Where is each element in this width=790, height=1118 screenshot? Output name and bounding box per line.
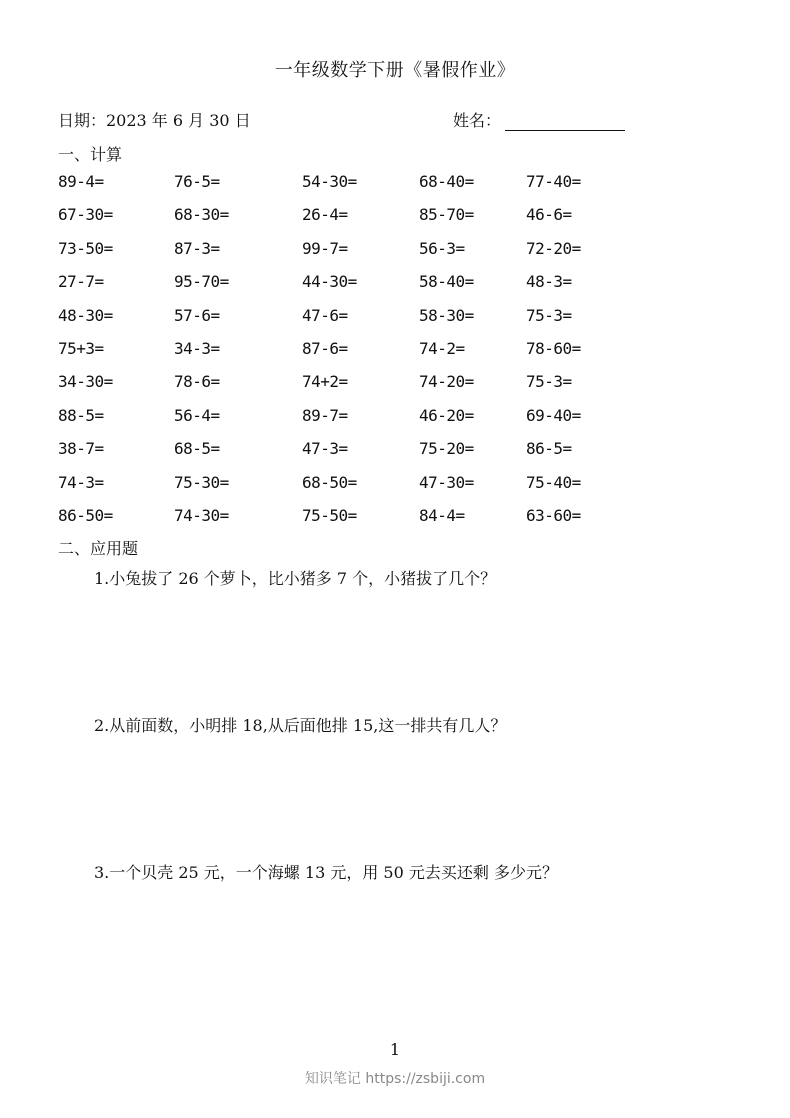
calc-item: 75-3=	[526, 305, 572, 325]
calc-item: 75-40=	[526, 472, 581, 492]
calc-item: 75-50=	[302, 505, 357, 525]
calc-item: 75-20=	[419, 439, 474, 459]
calc-item: 74+2=	[302, 372, 348, 392]
calc-item: 75-30=	[174, 472, 229, 492]
calc-row	[58, 406, 678, 439]
name-blank-line[interactable]	[505, 110, 625, 131]
calc-item: 48-3=	[526, 272, 572, 292]
word-problem-1: 1.小兔拔了 26 个萝卜，比小猪多 7 个，小猪拔了几个？	[94, 569, 497, 588]
calc-row	[58, 339, 678, 372]
calc-item: 47-6=	[302, 305, 348, 325]
calc-row	[58, 306, 678, 339]
date-label: 日期：2023 年 6 月 30 日	[58, 111, 251, 130]
calc-item: 85-70=	[419, 205, 474, 225]
calc-item: 34-3=	[174, 338, 220, 358]
calc-item: 68-50=	[302, 472, 357, 492]
name-label: 姓名：	[453, 111, 502, 130]
calc-item: 47-30=	[419, 472, 474, 492]
calc-item: 76-5=	[174, 172, 220, 191]
watermark: 知识笔记 https://zsbiji.com	[304, 1071, 486, 1087]
calc-row	[58, 439, 678, 472]
word-problem-2: 2.从前面数，小明排 18,从后面他排 15,这一排共有几人？	[94, 716, 507, 735]
calc-item: 47-3=	[302, 439, 348, 459]
calc-item: 56-3=	[419, 238, 465, 258]
calc-item: 68-40=	[419, 172, 474, 191]
calc-item: 63-60=	[526, 505, 581, 525]
calc-row	[58, 372, 678, 405]
page-number: 1	[389, 1040, 401, 1059]
calc-item: 54-30=	[302, 172, 357, 191]
calc-item: 34-30=	[58, 372, 113, 392]
section-heading-word-problems: 二、应用题	[58, 539, 139, 558]
calc-item: 78-60=	[526, 338, 581, 358]
calc-item: 26-4=	[302, 205, 348, 225]
calc-item: 89-7=	[302, 405, 348, 425]
calc-item: 87-3=	[174, 238, 220, 258]
calc-item: 67-30=	[58, 205, 113, 225]
calc-item: 46-6=	[526, 205, 572, 225]
calc-item: 68-30=	[174, 205, 229, 225]
calc-item: 88-5=	[58, 405, 104, 425]
calc-item: 74-3=	[58, 472, 104, 492]
name-field	[453, 108, 625, 131]
calc-item: 78-6=	[174, 372, 220, 392]
page-title: 一年级数学下册《暑假作业》	[274, 60, 516, 81]
word-problem-3: 3.一个贝壳 25 元，一个海螺 13 元，用 50 元去买还剩 多少元？	[94, 863, 558, 882]
calc-item: 72-20=	[526, 238, 581, 258]
calc-item: 87-6=	[302, 338, 348, 358]
calc-item: 57-6=	[174, 305, 220, 325]
calc-item: 75+3=	[58, 338, 104, 358]
calc-item: 27-7=	[58, 272, 104, 292]
calc-item: 84-4=	[419, 505, 465, 525]
calc-item: 74-20=	[419, 372, 474, 392]
calc-item: 95-70=	[174, 272, 229, 292]
calc-item: 69-40=	[526, 405, 581, 425]
calc-row	[58, 172, 678, 205]
calc-item: 46-20=	[419, 405, 474, 425]
calc-item: 86-5=	[526, 439, 572, 459]
calc-item: 75-3=	[526, 372, 572, 392]
calc-item: 89-4=	[58, 172, 104, 191]
calc-item: 99-7=	[302, 238, 348, 258]
calc-row	[58, 239, 678, 272]
calc-item: 73-50=	[58, 238, 113, 258]
calc-row	[58, 272, 678, 305]
calc-row	[58, 506, 678, 539]
section-heading-calculation: 一、计算	[58, 145, 123, 164]
calc-item: 58-40=	[419, 272, 474, 292]
calc-item: 74-30=	[174, 505, 229, 525]
calc-item: 86-50=	[58, 505, 113, 525]
calc-item: 74-2=	[419, 338, 465, 358]
calc-row	[58, 473, 678, 506]
calc-item: 38-7=	[58, 439, 104, 459]
calc-item: 44-30=	[302, 272, 357, 292]
calc-item: 68-5=	[174, 439, 220, 459]
calc-item: 56-4=	[174, 405, 220, 425]
calc-item: 48-30=	[58, 305, 113, 325]
calc-row	[58, 205, 678, 238]
calc-item: 58-30=	[419, 305, 474, 325]
calc-item: 77-40=	[526, 172, 581, 191]
calculation-grid	[58, 172, 678, 539]
